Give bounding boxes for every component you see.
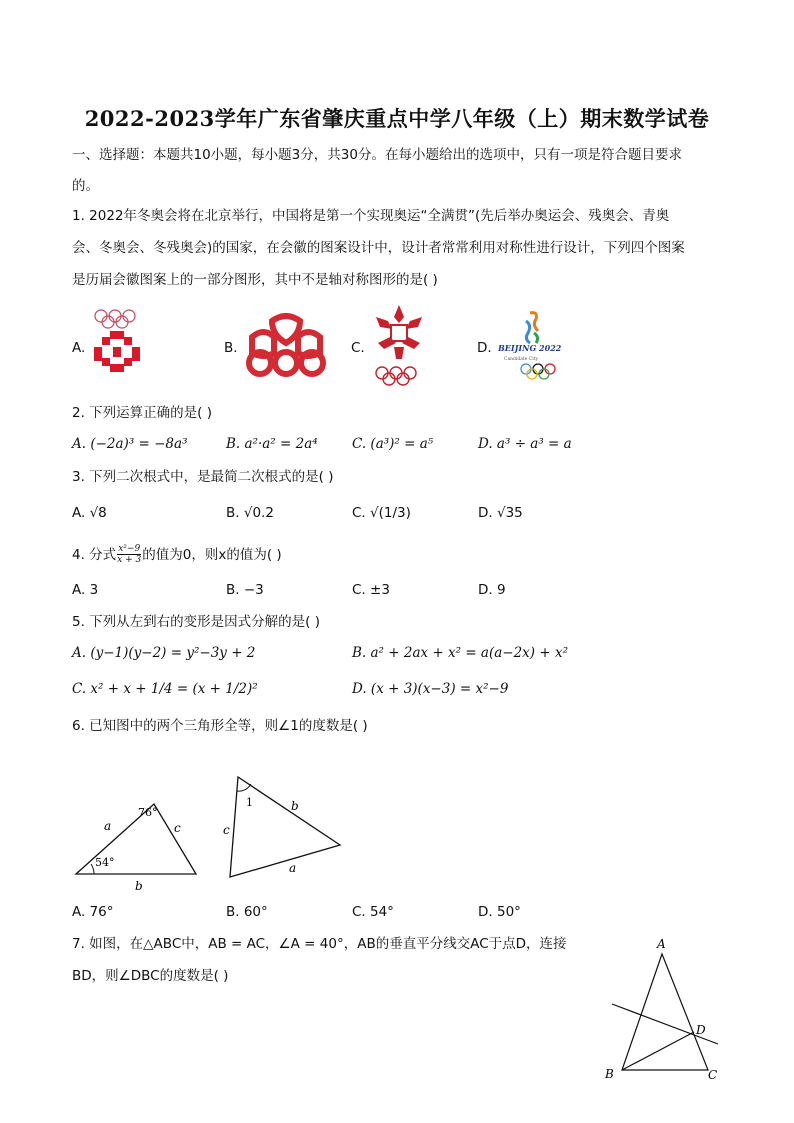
q4-stem bbox=[72, 544, 282, 565]
q4-stem-suffix: 的值为0，则x的值为( ) bbox=[142, 546, 282, 563]
q6-option-b: B. 60° bbox=[226, 904, 268, 920]
q2-option-a: A. (−2a)³ = −8a³ bbox=[72, 436, 188, 452]
q7-label-d: D bbox=[696, 1023, 706, 1037]
q6-triangle-2 bbox=[218, 773, 346, 885]
q4-stem-prefix: 4. 分式 bbox=[72, 546, 117, 563]
q1-option-c-label: C. bbox=[351, 340, 365, 356]
q2-stem: 2. 下列运算正确的是( ) bbox=[72, 405, 212, 421]
q4-fraction-numerator: x²−9 bbox=[118, 544, 141, 554]
q5-option-b: B. a² + 2ax + x² = a(a−2x) + x² bbox=[352, 645, 568, 661]
q4-option-b: B. −3 bbox=[226, 582, 264, 598]
q1-option-a-label: A. bbox=[72, 340, 86, 356]
q1-option-a-figure bbox=[88, 307, 146, 373]
q2-option-d: D. a³ ÷ a³ = a bbox=[478, 436, 572, 452]
q4-fraction-denominator: x + 3 bbox=[117, 555, 142, 565]
q1-option-b-label: B. bbox=[224, 340, 238, 356]
q1-beijing-text: BEIJING 2022 bbox=[498, 343, 562, 353]
q1-option-d-figure bbox=[496, 309, 580, 383]
q6-option-c: C. 54° bbox=[352, 904, 394, 920]
q7-stem-line2: BD，则∠DBC的度数是( ) bbox=[72, 968, 229, 984]
q7-label-a: A bbox=[657, 937, 666, 951]
q7-label-b: B bbox=[605, 1067, 614, 1081]
q3-option-a: A. √8 bbox=[72, 505, 107, 521]
q4-fraction bbox=[117, 544, 141, 565]
q1-stem-line3: 是历届会徽图案上的一部分图形，其中不是轴对称图形的是( ) bbox=[72, 272, 438, 288]
q2-option-c: C. (a³)² = a⁵ bbox=[352, 436, 434, 452]
q3-option-d: D. √35 bbox=[478, 505, 523, 521]
q3-stem: 3. 下列二次根式中，是最简二次根式的是( ) bbox=[72, 469, 334, 485]
q1-option-d-label: D. bbox=[477, 340, 492, 356]
q4-option-a: A. 3 bbox=[72, 582, 99, 598]
q7-triangle-figure bbox=[598, 932, 724, 1084]
q6-fig1-side-c: c bbox=[174, 821, 181, 835]
q6-stem: 6. 已知图中的两个三角形全等，则∠1的度数是( ) bbox=[72, 718, 368, 734]
q3-option-b: B. √0.2 bbox=[226, 505, 274, 521]
q1-option-c-figure bbox=[370, 303, 428, 389]
q5-option-a: A. (y−1)(y−2) = y²−3y + 2 bbox=[72, 645, 256, 661]
q6-option-d: D. 50° bbox=[478, 904, 521, 920]
q4-option-c: C. ±3 bbox=[352, 582, 390, 598]
q4-option-d: D. 9 bbox=[478, 582, 506, 598]
q2-option-b: B. a²·a² = 2a⁴ bbox=[226, 436, 318, 452]
q3-option-c: C. √(1/3) bbox=[352, 505, 411, 521]
q7-label-c: C bbox=[708, 1068, 718, 1082]
q5-stem: 5. 下列从左到右的变形是因式分解的是( ) bbox=[72, 614, 320, 630]
q6-fig2-angle-1: 1 bbox=[246, 796, 253, 809]
page-title: 2022-2023学年广东省肇庆重点中学八年级（上）期末数学试卷 bbox=[84, 106, 710, 131]
q6-fig2-side-b: b bbox=[291, 799, 299, 813]
q6-fig2-side-a: a bbox=[289, 861, 297, 875]
q1-candidate-text: Candidate City bbox=[504, 357, 539, 362]
q6-fig2-side-c: c bbox=[223, 823, 230, 837]
q5-option-d: D. (x + 3)(x−3) = x²−9 bbox=[352, 681, 509, 697]
q1-option-b-figure bbox=[242, 313, 330, 377]
q6-triangle-1 bbox=[70, 798, 205, 894]
q6-fig1-side-b: b bbox=[135, 879, 143, 893]
section-instructions-line2: 的。 bbox=[72, 178, 99, 194]
q6-fig1-angle-top: 76° bbox=[138, 806, 158, 819]
q7-stem-line1: 7. 如图，在△ABC中，AB = AC，∠A = 40°，AB的垂直平分线交AC于点D，连接 bbox=[72, 936, 567, 952]
q1-stem-line1: 1. 2022年冬奥会将在北京举行，中国将是第一个实现奥运“全满贯”(先后举办奥运会、残奥会、青奥 bbox=[72, 208, 670, 224]
q6-fig1-side-a: a bbox=[104, 819, 112, 833]
q6-fig1-angle-left: 54° bbox=[95, 856, 115, 869]
q1-stem-line2: 会、冬奥会、冬残奥会)的国家，在会徽的图案设计中，设计者常常利用对称性进行设计，下列四个图案 bbox=[72, 240, 685, 256]
q6-option-a: A. 76° bbox=[72, 904, 114, 920]
section-instructions-line1: 一、选择题：本题共10小题，每小题3分，共30分。在每小题给出的选项中，只有一项是符合题目要求 bbox=[72, 147, 682, 163]
q5-option-c: C. x² + x + 1/4 = (x + 1/2)² bbox=[72, 681, 258, 697]
